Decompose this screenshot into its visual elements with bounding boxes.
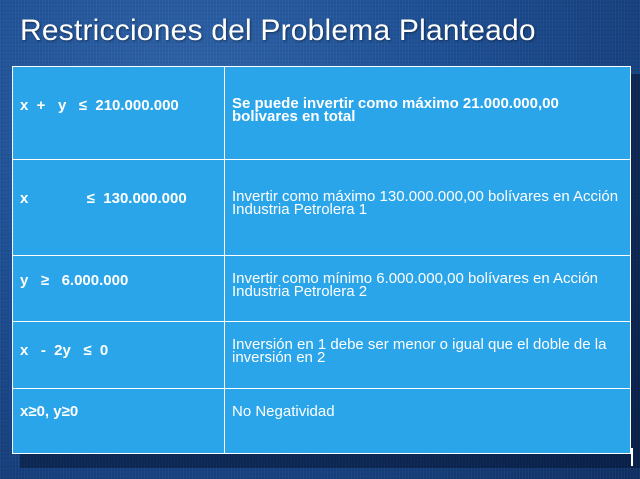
constraint-cell: x ≤ 130.000.000 [13,160,225,256]
table-row-ratio [13,321,631,388]
description-cell: Invertir como máximo 130.000.000,00 bolívares en Acción Industria Petrolera 1 [225,160,631,256]
table-row-total-limit [13,67,631,160]
table-row-y-minimum [13,256,631,321]
slide-title: Restricciones del Problema Planteado [20,14,536,47]
constraint-cell: x + y ≤ 210.000.000 [13,67,225,160]
constraint-cell: x - 2y ≤ 0 [13,321,225,388]
constraint-cell: x≥0, y≥0 [13,388,225,453]
table-row-x-limit [13,160,631,256]
description-cell: Invertir como mínimo 6.000.000,00 bolívares en Acción Industria Petrolera 2 [225,256,631,321]
description-cell: No Negatividad [225,388,631,453]
constraint-cell: y ≥ 6.000.000 [13,256,225,321]
table-row-non-negativity [13,388,631,453]
description-cell: Inversión en 1 debe ser menor o igual que el doble de la inversión en 2 [225,321,631,388]
decorative-line [631,448,633,466]
restrictions-table [12,66,631,454]
description-cell: Se puede invertir como máximo 21.000.000,00 bolívares en total [225,67,631,160]
